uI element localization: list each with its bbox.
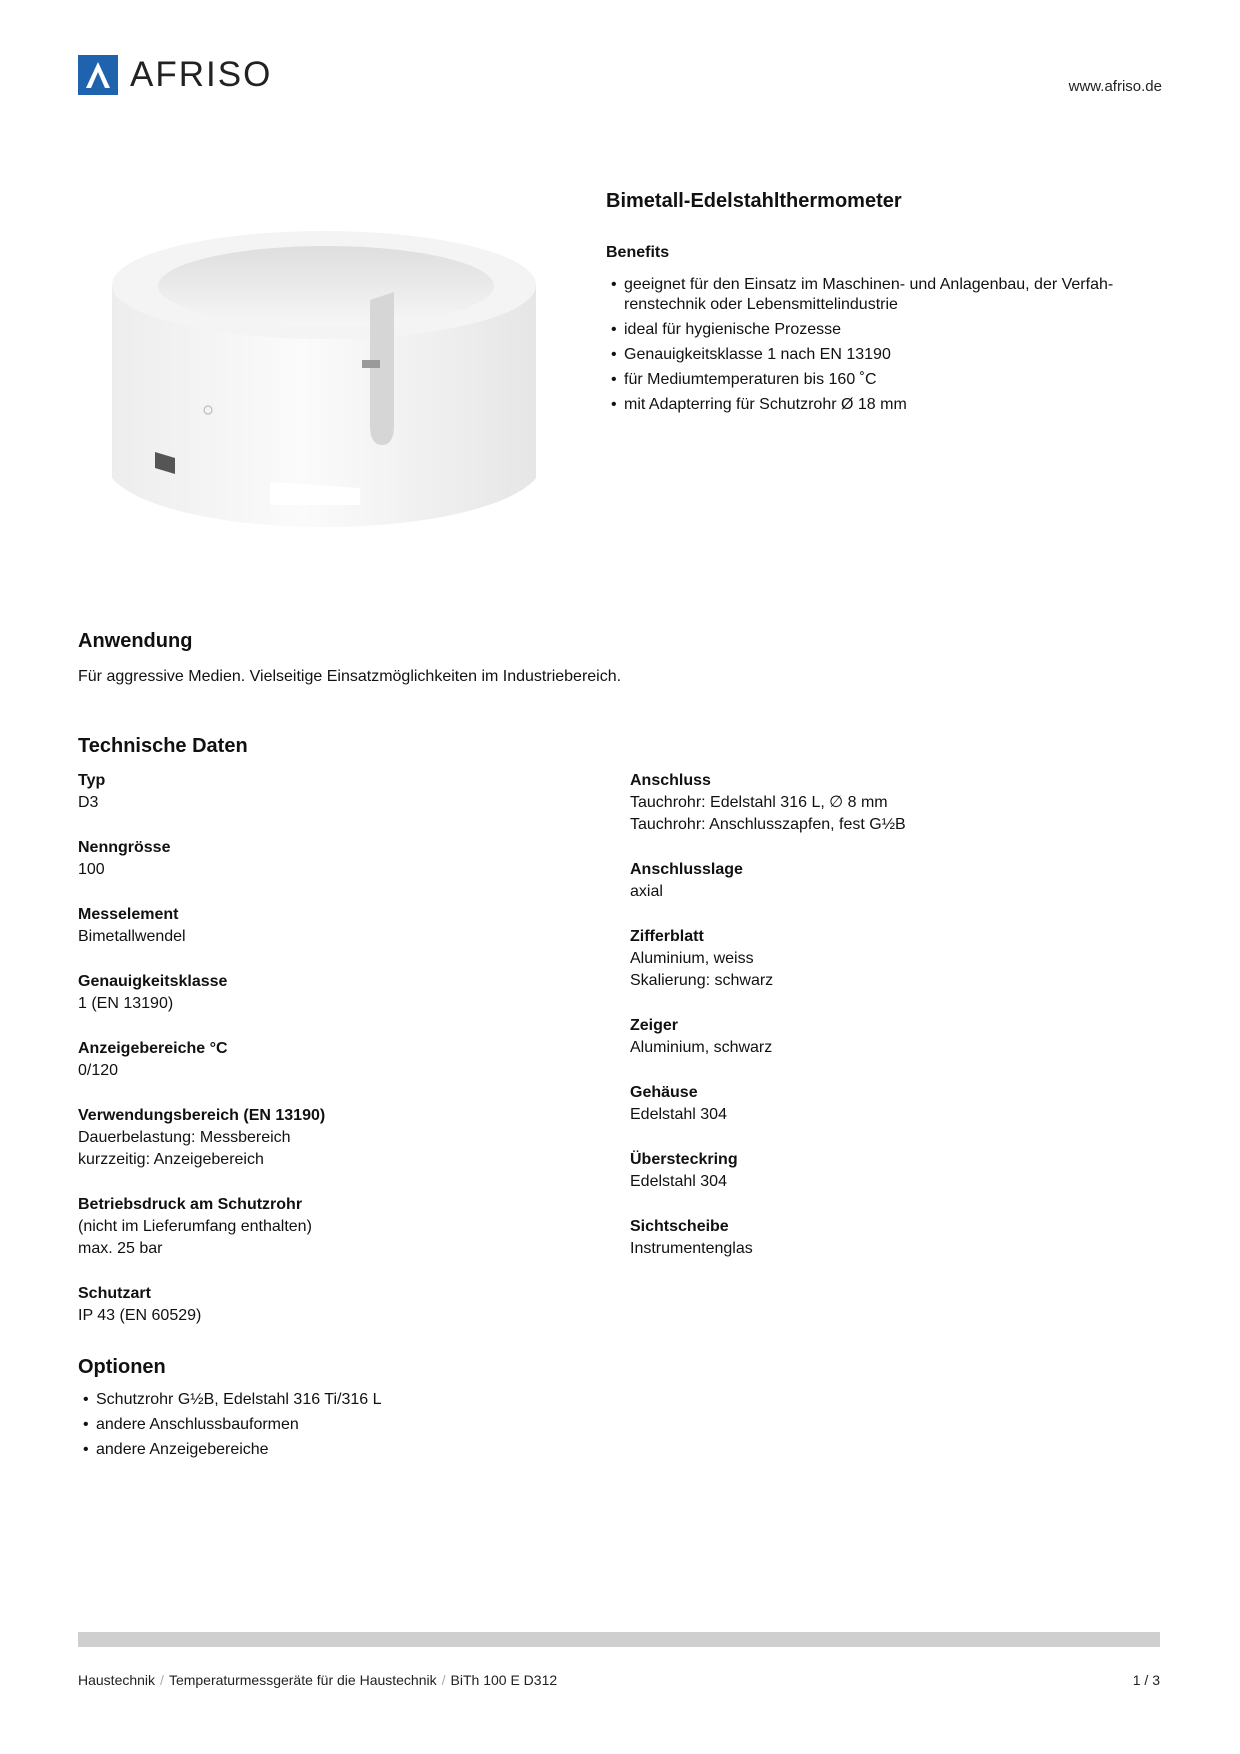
spec-item [78, 770, 558, 814]
logo-text: AFRISO [130, 55, 273, 94]
spec-item [630, 770, 1110, 836]
spec-label: Zifferblatt [630, 928, 704, 945]
spec-value: axial [630, 883, 663, 900]
tech-data-left-column [78, 770, 558, 1350]
spec-item [78, 1283, 558, 1327]
spec-value: Aluminium, weiss [630, 950, 754, 967]
afriso-logo [78, 55, 272, 95]
spec-item [78, 904, 558, 948]
spec-item [630, 1216, 1110, 1260]
spec-label: Zeiger [630, 1017, 679, 1034]
spec-value: Edelstahl 304 [630, 1173, 727, 1190]
spec-value: Tauchrohr: Edelstahl 316 L, ∅ 8 mm [630, 794, 888, 811]
breadcrumb-item: BiTh 100 E D312 [450, 1672, 558, 1688]
breadcrumb-item[interactable]: Temperaturmessgeräte für die Haustechnik [168, 1672, 437, 1688]
spec-label: Verwendungsbereich (EN 13190) [78, 1107, 326, 1124]
footer-divider [78, 1632, 1160, 1647]
breadcrumb-separator: / [441, 1672, 446, 1688]
spec-label: Genauigkeitsklasse [78, 973, 228, 990]
spec-item [630, 1082, 1110, 1126]
spec-value: Aluminium, schwarz [630, 1039, 773, 1056]
spec-item [78, 1105, 558, 1171]
spec-label: Anschluss [630, 772, 711, 789]
spec-value: kurzzeitig: Anzeigebereich [78, 1151, 264, 1168]
optionen-list [78, 1390, 382, 1465]
afriso-logo-mark-icon [78, 55, 118, 95]
list-item: • andere Anschlussbauformen [78, 1415, 382, 1435]
spec-label: Anzeigebereiche °C [78, 1040, 228, 1057]
spec-label: Übersteckring [630, 1151, 738, 1168]
list-item: • andere Anzeigebereiche [78, 1440, 382, 1460]
spec-value: Tauchrohr: Anschlusszapfen, fest G½B [630, 816, 906, 833]
spec-label: Schutzart [78, 1285, 151, 1302]
list-item: • ideal für hygienische Prozesse [606, 320, 1166, 340]
list-item: • mit Adapterring für Schutzrohr Ø 18 mm [606, 395, 1166, 415]
list-item: • Genauigkeitsklasse 1 nach EN 13190 [606, 345, 1166, 365]
tech-data-right-column [630, 770, 1110, 1283]
spec-label: Nenngrösse [78, 839, 171, 856]
list-item: • geeignet für den Einsatz im Maschinen- und Anlagenbau, der Verfahrenstechnik oder Lebensmittelindustrie [606, 275, 1166, 315]
anwendung-text: Für aggressive Medien. Vielseitige Einsatzmöglichkeiten im Industriebereich. [78, 668, 622, 685]
spec-value: (nicht im Lieferumfang enthalten) [78, 1218, 312, 1235]
spec-item [630, 926, 1110, 992]
spec-label: Anschlusslage [630, 861, 743, 878]
spec-value: 1 (EN 13190) [78, 995, 174, 1012]
anwendung-heading: Anwendung [78, 630, 193, 652]
breadcrumb-separator: / [160, 1672, 164, 1688]
spec-value: Edelstahl 304 [630, 1106, 727, 1123]
website-link[interactable]: www.afriso.de [1068, 78, 1162, 95]
list-item: • für Mediumtemperaturen bis 160 ˚C [606, 370, 1166, 390]
spec-value: max. 25 bar [78, 1240, 163, 1257]
spec-label: Betriebsdruck am Schutzrohr [78, 1196, 303, 1213]
list-item: • Schutzrohr G½B, Edelstahl 316 Ti/316 L [78, 1390, 382, 1410]
spec-item [630, 859, 1110, 903]
spec-value: D3 [78, 794, 99, 811]
spec-value: 100 [78, 861, 105, 878]
optionen-heading: Optionen [78, 1356, 166, 1378]
spec-item [78, 1038, 558, 1082]
spec-item [630, 1149, 1110, 1193]
breadcrumb [78, 1672, 557, 1688]
spec-value: Bimetallwendel [78, 928, 186, 945]
spec-value: Dauerbelastung: Messbereich [78, 1129, 291, 1146]
spec-label: Sichtscheibe [630, 1218, 729, 1235]
product-title: Bimetall-Edelstahlthermometer [606, 190, 902, 212]
breadcrumb-item[interactable]: Haustechnik [78, 1672, 156, 1688]
spec-value: IP 43 (EN 60529) [78, 1307, 202, 1324]
spec-value: 0/120 [78, 1062, 119, 1079]
spec-label: Typ [78, 772, 106, 789]
page-number: 1 / 3 [1132, 1672, 1160, 1688]
spec-label: Gehäuse [630, 1084, 698, 1101]
spec-item [78, 837, 558, 881]
product-image [100, 220, 560, 560]
spec-value: Skalierung: schwarz [630, 972, 774, 989]
benefits-heading: Benefits [606, 244, 670, 261]
spec-label: Messelement [78, 906, 179, 923]
spec-item [630, 1015, 1110, 1059]
tech-data-heading: Technische Daten [78, 735, 248, 757]
spec-item [78, 1194, 558, 1260]
spec-value: Instrumentenglas [630, 1240, 753, 1257]
benefits-list [606, 275, 1166, 420]
spec-item [78, 971, 558, 1015]
